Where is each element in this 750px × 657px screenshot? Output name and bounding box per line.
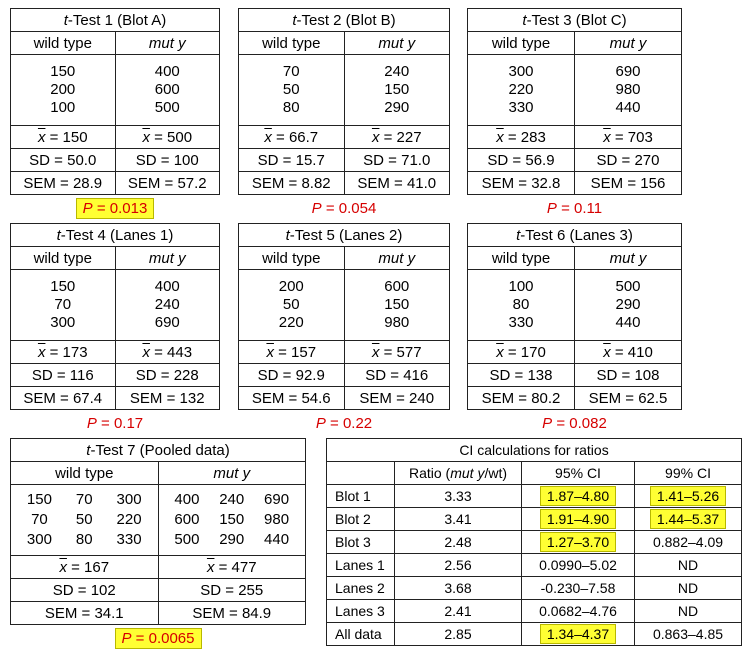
table-row <box>327 508 742 531</box>
ttest-7-pooled <box>10 438 306 647</box>
ttest-title: t-Test 1 (Blot A) <box>11 9 220 32</box>
mut-values: 690 980 440 <box>575 55 682 126</box>
ttest-6 <box>467 223 682 432</box>
ttest-7-table <box>10 438 306 625</box>
col-wild-type: wild type <box>239 32 345 55</box>
table-row <box>327 623 742 646</box>
p-value: P = 0.0065 <box>10 630 306 647</box>
mut-mean: $\overline{x} = 410$ <box>575 341 682 364</box>
wt-values: 150 200 100 <box>11 55 116 126</box>
ratio-value: 2.56 <box>395 554 522 577</box>
p-value: P = 0.11 <box>546 200 603 217</box>
ci99-value: ND <box>635 600 742 623</box>
mut-values: 400 600 500 <box>115 55 220 126</box>
ratio-value: 3.41 <box>395 508 522 531</box>
mut-sem: SEM = 62.5 <box>575 387 682 410</box>
mut-sd: SD = 108 <box>575 364 682 387</box>
col-mut-y: mut y <box>344 247 450 270</box>
p-value: P = 0.082 <box>542 415 607 432</box>
wt-sem: SEM = 80.2 <box>468 387 575 410</box>
wt-sem: SEM = 32.8 <box>468 172 575 195</box>
mut-mean: $\overline{x} = 227$ <box>344 126 450 149</box>
ci-header-95: 95% CI <box>522 462 635 485</box>
mut-values: 500 290 440 <box>575 270 682 341</box>
ci-header-ratio: Ratio (mut y/wt) <box>395 462 522 485</box>
mut-values: 240 150 290 <box>344 55 450 126</box>
mut-mean: $\overline{x} = 577$ <box>344 341 450 364</box>
wt-mean: $\overline{x} = 170$ <box>468 341 575 364</box>
col-mut-y: mut y <box>575 247 682 270</box>
wt-sd: SD = 116 <box>11 364 116 387</box>
col-mut-y: mut y <box>115 32 220 55</box>
wt-sem: SEM = 34.1 <box>11 602 159 625</box>
mut-mean: $\overline{x} = 443$ <box>115 341 220 364</box>
col-wild-type: wild type <box>468 32 575 55</box>
ttest-2-table <box>238 8 450 195</box>
col-mut-y: mut y <box>575 32 682 55</box>
table-row <box>327 600 742 623</box>
ttest-title: t-Test 4 (Lanes 1) <box>11 224 220 247</box>
col-wild-type: wild type <box>11 462 159 485</box>
ttest-4-table <box>10 223 220 410</box>
ttest-3-table <box>467 8 682 195</box>
col-wild-type: wild type <box>11 32 116 55</box>
ratio-value: 2.48 <box>395 531 522 554</box>
ttest-title: t-Test 5 (Lanes 2) <box>239 224 450 247</box>
col-wild-type: wild type <box>239 247 345 270</box>
mut-sd: SD = 228 <box>115 364 220 387</box>
ci-header-blank <box>327 462 395 485</box>
ci-title: CI calculations for ratios <box>327 439 742 462</box>
wt-values: 70 50 80 <box>239 55 345 126</box>
ttest-4 <box>10 223 220 432</box>
p-value: P = 0.22 <box>315 415 373 432</box>
p-value: P = 0.054 <box>311 200 377 217</box>
wt-mean: $\overline{x} = 157$ <box>239 341 345 364</box>
mut-mean: $\overline{x} = 703$ <box>575 126 682 149</box>
ttest-3 <box>467 8 682 217</box>
wt-sem: SEM = 8.82 <box>239 172 345 195</box>
col-mut-y: mut y <box>344 32 450 55</box>
row-label: All data <box>327 623 395 646</box>
ci99-value: 0.882–4.09 <box>635 531 742 554</box>
col-mut-y: mut y <box>115 247 220 270</box>
wt-values: 200 50 220 <box>239 270 345 341</box>
ttest-title: t-Test 2 (Blot B) <box>239 9 450 32</box>
mut-sem: SEM = 240 <box>344 387 450 410</box>
wt-sd: SD = 138 <box>468 364 575 387</box>
mut-sem: SEM = 84.9 <box>158 602 306 625</box>
row-label: Lanes 1 <box>327 554 395 577</box>
ratio-value: 3.68 <box>395 577 522 600</box>
ci95-value: 0.0682–4.76 <box>522 600 635 623</box>
ci95-value: -0.230–7.58 <box>522 577 635 600</box>
wt-sd: SD = 50.0 <box>11 149 116 172</box>
wt-sem: SEM = 28.9 <box>11 172 116 195</box>
wt-mean: $\overline{x} = 167$ <box>11 556 159 579</box>
col-wild-type: wild type <box>468 247 575 270</box>
mut-values: 400 240 690 600 150 980 500 290 440 <box>158 485 306 556</box>
ci99-value: 1.44–5.37 <box>635 508 742 531</box>
wt-sem: SEM = 67.4 <box>11 387 116 410</box>
ci99-value: ND <box>635 554 742 577</box>
mut-values: 600 150 980 <box>344 270 450 341</box>
mut-sd: SD = 416 <box>344 364 450 387</box>
p-value: P = 0.013 <box>10 200 220 217</box>
wt-values: 100 80 330 <box>468 270 575 341</box>
mut-sem: SEM = 57.2 <box>115 172 220 195</box>
table-row <box>327 531 742 554</box>
ratio-value: 3.33 <box>395 485 522 508</box>
ttest-title: t-Test 6 (Lanes 3) <box>468 224 682 247</box>
ttest-1 <box>10 8 220 217</box>
row-label: Blot 1 <box>327 485 395 508</box>
wt-sem: SEM = 54.6 <box>239 387 345 410</box>
ci99-value: ND <box>635 577 742 600</box>
table-row <box>327 577 742 600</box>
ci95-value: 0.0990–5.02 <box>522 554 635 577</box>
mut-mean: $\overline{x} = 477$ <box>158 556 306 579</box>
ci95-value: 1.27–3.70 <box>522 531 635 554</box>
col-mut-y: mut y <box>158 462 306 485</box>
mut-sd: SD = 100 <box>115 149 220 172</box>
p-value: P = 0.17 <box>86 415 144 432</box>
wt-sd: SD = 92.9 <box>239 364 345 387</box>
ci95-value: 1.34–4.37 <box>522 623 635 646</box>
ttest-title: t-Test 3 (Blot C) <box>468 9 682 32</box>
wt-values: 300 220 330 <box>468 55 575 126</box>
row-label: Lanes 2 <box>327 577 395 600</box>
row-label: Blot 3 <box>327 531 395 554</box>
wt-values: 150 70 300 <box>11 270 116 341</box>
ttest-2 <box>238 8 450 217</box>
wt-sd: SD = 56.9 <box>468 149 575 172</box>
ci-header-row <box>327 462 742 485</box>
table-row <box>327 554 742 577</box>
wt-mean: $\overline{x} = 150$ <box>11 126 116 149</box>
wt-mean: $\overline{x} = 283$ <box>468 126 575 149</box>
col-wild-type: wild type <box>11 247 116 270</box>
ci-table-panel <box>326 438 741 646</box>
row-label: Lanes 3 <box>327 600 395 623</box>
wt-mean: $\overline{x} = 173$ <box>11 341 116 364</box>
ttest-6-table <box>467 223 682 410</box>
mut-mean: $\overline{x} = 500$ <box>115 126 220 149</box>
mut-sd: SD = 255 <box>158 579 306 602</box>
ratio-value: 2.41 <box>395 600 522 623</box>
mut-sem: SEM = 132 <box>115 387 220 410</box>
ci-table <box>326 438 742 646</box>
ttest-1-table <box>10 8 220 195</box>
ci-header-99: 99% CI <box>635 462 742 485</box>
ci95-value: 1.87–4.80 <box>522 485 635 508</box>
ttest-title: t-Test 7 (Pooled data) <box>11 439 306 462</box>
row-label: Blot 2 <box>327 508 395 531</box>
wt-values: 150 70 300 70 50 220 300 80 330 <box>11 485 159 556</box>
ci99-value: 0.863–4.85 <box>635 623 742 646</box>
mut-sd: SD = 71.0 <box>344 149 450 172</box>
mut-values: 400 240 690 <box>115 270 220 341</box>
ci99-value: 1.41–5.26 <box>635 485 742 508</box>
mut-sem: SEM = 156 <box>575 172 682 195</box>
wt-sd: SD = 15.7 <box>239 149 345 172</box>
ratio-value: 2.85 <box>395 623 522 646</box>
wt-mean: $\overline{x} = 66.7$ <box>239 126 345 149</box>
ttest-5 <box>238 223 450 432</box>
wt-sd: SD = 102 <box>11 579 159 602</box>
mut-sd: SD = 270 <box>575 149 682 172</box>
table-row <box>327 485 742 508</box>
ci95-value: 1.91–4.90 <box>522 508 635 531</box>
mut-sem: SEM = 41.0 <box>344 172 450 195</box>
ttest-5-table <box>238 223 450 410</box>
